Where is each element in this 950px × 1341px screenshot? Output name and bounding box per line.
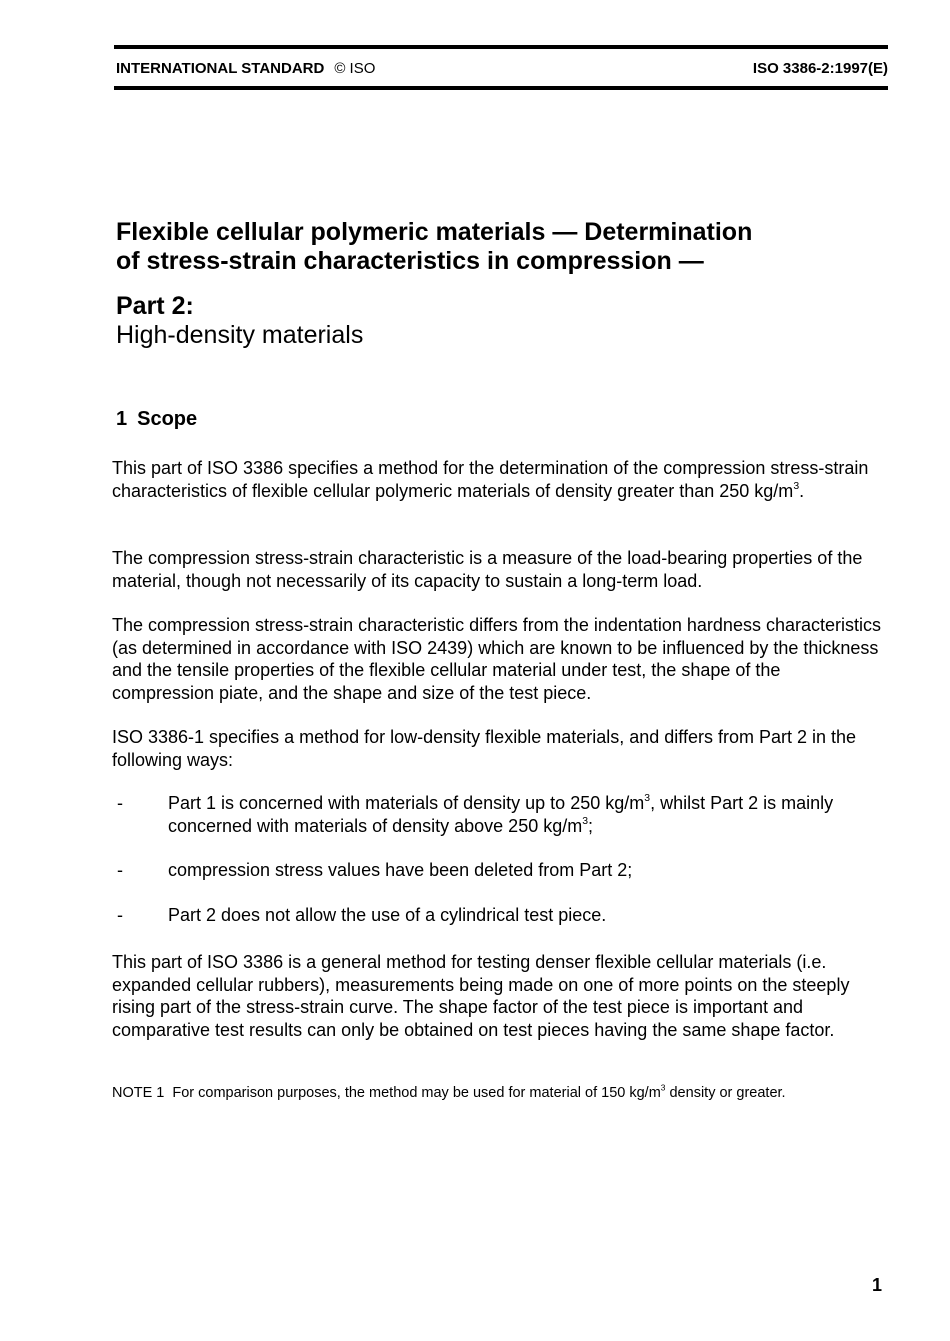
unit-kgm3: $kg/m^3$ bbox=[605, 793, 651, 813]
scope-paragraph-4: ISO 3386-1 specifies a method for low-density flexible materials, and differs from Part 2 in the following ways: bbox=[112, 727, 857, 770]
scope-paragraph-3: The compression stress-strain characteristic differs from the indentation hardness characteristics (as determined in accordance with ISO 2439) which are known to be influenced by the thickness and the tensile properties of the flexible cellular material under test, the shape of the compression piate, and the shape and size of the test piece. bbox=[112, 615, 881, 703]
list-item: - compression stress values have been deleted from Part 2; bbox=[117, 860, 633, 881]
list-bullet-marker: - bbox=[117, 904, 123, 925]
header-left bbox=[116, 60, 375, 78]
part-subtitle: High-density materials bbox=[116, 321, 364, 349]
section-number: 1 bbox=[116, 408, 128, 430]
list-item: - Part 1 is concerned with materials of density up to 250 $kg/m^3$, whilst Part 2 is mainly concerned with materials of density above 250 $kg/m^3$; bbox=[117, 793, 834, 836]
header-rule-bottom bbox=[114, 86, 888, 90]
document-title bbox=[116, 218, 752, 276]
page-number: 1 bbox=[871, 1275, 882, 1295]
unit-kgm3: $kg/m^3$ bbox=[754, 480, 800, 501]
scope-paragraph-2: The compression stress-strain characteristic is a measure of the load-bearing properties of the material, though not necessarily of its capacity to sustain a long-term load. bbox=[112, 548, 863, 591]
section-title: Scope bbox=[137, 408, 198, 430]
p1-end: . bbox=[799, 480, 805, 501]
list-bullet-marker: - bbox=[117, 793, 123, 813]
section-heading bbox=[116, 407, 197, 431]
part-label: Part 2: bbox=[116, 292, 194, 320]
unit-kgm3: $kg/m^3$ bbox=[543, 815, 589, 836]
header-copyright: © ISO bbox=[334, 60, 376, 77]
document-title-line-2: of stress-strain characteristics in compression — bbox=[116, 247, 704, 275]
document-title-line-1: Flexible cellular polymeric materials — Determination bbox=[116, 218, 753, 246]
p1-text: This part of ISO 3386 specifies a method for the determination of the compression stress-strain characteristics of flexible cellular polymeric materials of density greater than 250 bbox=[112, 458, 869, 501]
header-document-id: ISO 3386-2:1997(E) bbox=[752, 60, 888, 77]
header-rule-top bbox=[114, 45, 888, 49]
scope-paragraph-1 bbox=[112, 457, 882, 502]
note-1: NOTE 1 For comparison purposes, the method may be used for material of 150 $kg/m^3$ density or greater. bbox=[112, 1082, 786, 1101]
list-bullet-marker: - bbox=[117, 860, 123, 881]
note-label: NOTE 1 bbox=[112, 1085, 165, 1101]
differences-list bbox=[112, 792, 882, 948]
list-item: - Part 2 does not allow the use of a cylindrical test piece. bbox=[117, 904, 607, 925]
header-standard-type: INTERNATIONAL STANDARD bbox=[116, 60, 325, 77]
scope-paragraph-5: This part of ISO 3386 is a general method for testing denser flexible cellular materials (i.e. expanded cellular rubbers), measurements being made on one of more points on the steeply rising part of the stress-strain curve. The shape factor of the test piece is important and comparative test results can only be obtained on test pieces having the same shape factor. bbox=[112, 952, 850, 1040]
unit-kgm3: $kg/m^3$ bbox=[629, 1082, 666, 1101]
